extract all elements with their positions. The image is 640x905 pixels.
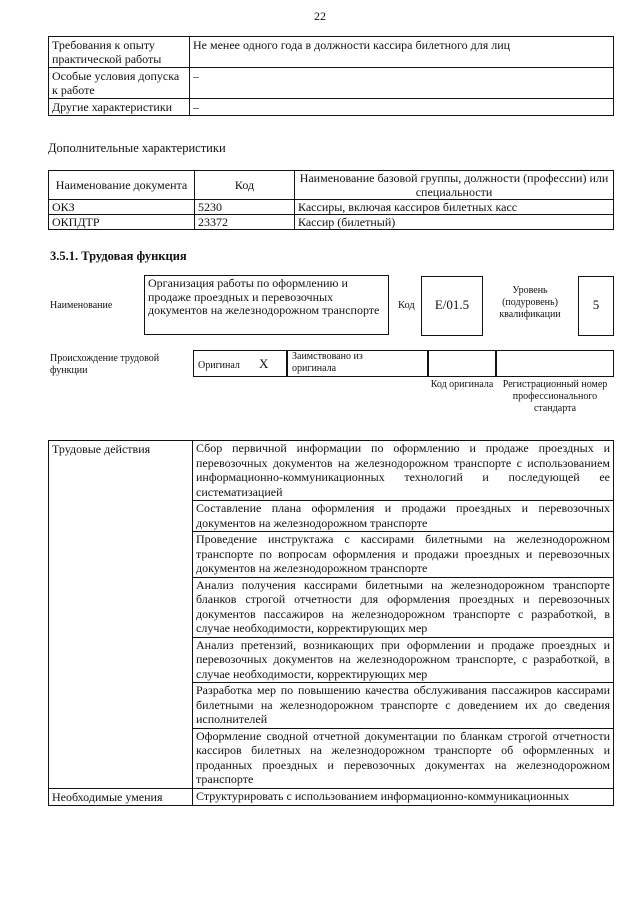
requirement-value: –	[190, 99, 614, 116]
origin-label: Происхождение трудовой функции	[50, 353, 160, 376]
qualification-level: 5	[578, 276, 614, 336]
cell-group: Кассиры, включая кассиров билетных касс	[295, 200, 614, 215]
table-row	[49, 441, 614, 501]
skills-label: Необходимые умения	[49, 788, 193, 806]
classifier-table	[48, 170, 614, 230]
header-group-name: Наименование базовой группы, должности (профессии) или специальности	[295, 171, 614, 200]
original-mark: X	[259, 356, 269, 371]
original-label: Оригинал	[198, 360, 240, 371]
table-row	[49, 788, 614, 806]
requirement-label: Другие характеристики	[49, 99, 190, 116]
cell-group: Кассир (билетный)	[295, 215, 614, 230]
labor-actions-label: Трудовые действия	[49, 441, 193, 789]
labor-action-item: Оформление сводной отчетной документации по бланкам строгой отчетности кассиров билетных на железнодорожном транспорте об оформленных и проданных проездных и перевозочных документах на железнодорожном транспорте	[193, 728, 614, 788]
qualification-level-label: Уровень (подуровень) квалификации	[499, 285, 561, 320]
labor-action-item: Анализ претензий, возникающих при оформлении и продаже проездных и перевозочных документов на железнодорожном транспорте, с разработкой, в случае необходимости, корректирующих мер	[193, 637, 614, 683]
code-original-label: Код оригинала	[430, 379, 494, 390]
requirement-value: –	[190, 68, 614, 99]
requirement-label: Особые условия допуска к работе	[49, 68, 190, 99]
borrowed-label: Заимствовано из оригинала	[292, 351, 363, 374]
page-number: 22	[314, 9, 326, 23]
labor-action-item: Сбор первичной информации по оформлению и продаже проездных и перевозочных документов на железнодорожном транспорте с использованием информационно-коммуникационных технологий и последующей ее систематизацией	[193, 441, 614, 501]
reg-number-cell	[496, 350, 614, 377]
requirement-value: Не менее одного года в должности кассира билетного для лиц	[190, 37, 614, 68]
table-row	[49, 68, 614, 99]
additional-characteristics-title: Дополнительные характеристики	[48, 141, 226, 155]
cell-doc: ОКПДТР	[49, 215, 195, 230]
requirements-table	[48, 36, 614, 116]
function-name: Организация работы по оформлению и продаже проездных и перевозочных документов на железнодорожном транспорте	[144, 275, 389, 335]
function-name-label: Наименование	[50, 300, 113, 311]
table-header-row	[49, 171, 614, 200]
function-code-label: Код	[398, 300, 415, 311]
cell-doc: ОКЗ	[49, 200, 195, 215]
section-title: 3.5.1. Трудовая функция	[50, 249, 187, 263]
labor-actions-table	[48, 440, 614, 806]
code-original-cell	[428, 350, 496, 377]
table-row	[49, 37, 614, 68]
header-code: Код	[195, 171, 295, 200]
header-doc-name: Наименование документа	[49, 171, 195, 200]
table-row	[49, 200, 614, 215]
cell-code: 23372	[195, 215, 295, 230]
function-code: E/01.5	[421, 276, 483, 336]
table-row	[49, 99, 614, 116]
requirement-label: Требования к опыту практической работы	[49, 37, 190, 68]
skill-item: Структурировать с использованием информационно-коммуникационных	[193, 788, 614, 806]
table-row	[49, 215, 614, 230]
labor-action-item: Составление плана оформления и продажи проездных и перевозочных документов на железнодорожном транспорте	[193, 501, 614, 532]
labor-action-item: Разработка мер по повышению качества обслуживания пассажиров кассирами билетными на железнодорожном транспорте с доведением их до сведения исполнителей	[193, 683, 614, 729]
reg-number-label: Регистрационный номер профессионального стандарта	[502, 379, 608, 414]
labor-action-item: Анализ получения кассирами билетными на железнодорожном транспорте бланков строгой отчетности для оформления проездных и перевозочных документов пассажиров на железнодорожном транспорте с разработкой, в случае необходимости, корректирующих мер	[193, 577, 614, 637]
cell-code: 5230	[195, 200, 295, 215]
labor-action-item: Проведение инструктажа с кассирами билетными на железнодорожном транспорте по вопросам оформления и продажи проездных и перевозочных документов на железнодорожном транспорте	[193, 532, 614, 578]
